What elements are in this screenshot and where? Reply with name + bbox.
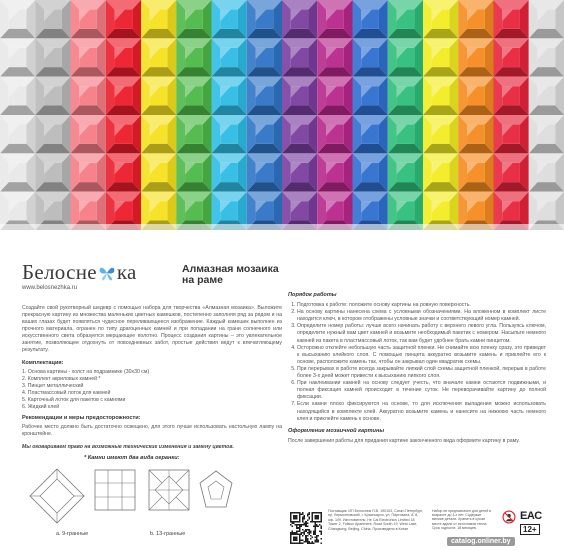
- age-rating-badge: 12+: [520, 524, 540, 535]
- thirteen-facet-caption: b. 13-гранные: [150, 531, 186, 537]
- gem-tile: [106, 77, 141, 115]
- gem-tile: [176, 153, 211, 191]
- gem-tile: [353, 38, 388, 76]
- work-step: 5. При перерывах в работе всегда закрывайте липкий слой схемы защитной пленкой, перерыв в работе более 3-х дней может привести к высыханию липкого слоя.: [297, 366, 546, 380]
- gem-tile: [35, 153, 70, 191]
- gem-tile: [494, 38, 529, 76]
- kit-item: 5. Карточный лоток для пакетов с камнями: [22, 397, 126, 403]
- facet-types: [22, 455, 232, 545]
- kit-item: 4. Пластмассовый лоток для камней: [22, 390, 111, 396]
- work-step: 4. Осторожно отклейте небольшую часть защитной пленки. Не снимайте всю пленку сразу, это приведет к высыханию клейкого слоя. С помощью пинцета аккуратно возьмите камень и приклейте его к основе, расположите камень так, чтобы он закрывал один квадратик схемы.: [297, 345, 546, 366]
- work-step: 1. Подготовка к работе: положите основу картины на ровную поверхность.: [297, 302, 546, 309]
- intro-text: Создайте свой рукотворный шедевр с помощью набора для творчества «Алмазная мозаика». Выложите прекрасную картину из множества маленьких цветных камешков, постепенно заполняя ряд за рядом и на ваших глазах будет появляться чудесное переливающееся изображение. Каждый камешек выполнен из прочного материала, огранен по типу драгоценных камней и при попадании на грани солнечного или искусственного света образуется мерцающее полотно. Процесс создания картины – это увлекательное занятие, позволяющее отдохнуть от повседневных забот, простые действия ведут к впечатляющему результату.: [22, 305, 282, 353]
- diamond-mosaic-gem-band: [0, 0, 564, 230]
- gem-tile: [353, 77, 388, 115]
- gem-tile: [423, 153, 458, 191]
- gem-tile: [529, 77, 564, 115]
- kit-heading: Комплектация:: [22, 360, 64, 366]
- gem-tile: [353, 153, 388, 191]
- manufacturer-info: Поставщик: ИП Белоснеж П.В. 190103, Санкт-Петербург, пр. Лермонтовский, г. Красноярск, ул. Партизана, 8, 8, оф. 109. Изготовитель: He Cai Electronics Limited 18 Tower 2, Fullsun Apartment, Road South 19, West Lake, Changsong, Beijing, China. Произведено в Китае: [328, 509, 423, 531]
- nine-facet-gem-top-view: [94, 469, 136, 511]
- facet-types-title: * Камни имеют два вида огранки:: [84, 455, 180, 461]
- gem-tile: [458, 153, 493, 191]
- gem-tile: [282, 77, 317, 115]
- gem-tile: [458, 115, 493, 153]
- gem-tile: [529, 0, 564, 38]
- brand-logo: [22, 258, 282, 298]
- left-column: [22, 305, 282, 451]
- gem-tile: [282, 0, 317, 38]
- gem-tile: [458, 0, 493, 38]
- work-step: 2. На основу картины нанесена схема с условными обозначениями. На вложенном в комплект листе находится ключ, в котором отображены условные значки и соответствующий номер камней.: [297, 309, 546, 323]
- gem-tile: [282, 153, 317, 191]
- gem-tile: [388, 77, 423, 115]
- disclaimer-note: Мы оговариваем право на возможные технические изменения и замену цветов.: [22, 444, 234, 450]
- gem-tile: [353, 0, 388, 38]
- nine-facet-caption: а. 9-гранные: [56, 531, 89, 537]
- gem-tile: [423, 77, 458, 115]
- gem-tile: [212, 153, 247, 191]
- work-steps-list: [288, 302, 546, 423]
- recommendations-heading: Рекомендации и меры предосторожности:: [22, 415, 141, 421]
- gem-tile: [317, 77, 352, 115]
- gem-tile: [247, 153, 282, 191]
- work-order-heading: Порядок работы: [288, 292, 337, 298]
- gem-tile: [388, 153, 423, 191]
- gem-tile: [106, 115, 141, 153]
- gem-tile: [423, 38, 458, 76]
- gem-tile: [141, 115, 176, 153]
- butterfly-icon: [98, 264, 116, 282]
- gem-tile: [317, 115, 352, 153]
- gem-tile: [71, 153, 106, 191]
- gem-tile: [176, 38, 211, 76]
- gem-tile: [176, 0, 211, 38]
- gem-tile: [282, 38, 317, 76]
- frame-heading: Оформление мозаичной картины: [288, 427, 385, 434]
- nine-facet-gem-illustration: [26, 465, 88, 527]
- eac-mark: EAC: [520, 510, 542, 522]
- thirteen-facet-gem-illustration: [198, 469, 234, 511]
- kit-item: 2. Комплект акриловых камней *: [22, 376, 101, 382]
- gem-tile: [176, 77, 211, 115]
- gem-tile: [494, 77, 529, 115]
- gem-tile: [388, 0, 423, 38]
- gem-tile: [71, 0, 106, 38]
- gem-tile: [282, 115, 317, 153]
- gem-tile: [106, 153, 141, 191]
- kit-item: 3. Пинцет металлический: [22, 383, 84, 389]
- gem-tile: [317, 38, 352, 76]
- gem-tile: [35, 38, 70, 76]
- gem-tile: [35, 115, 70, 153]
- right-column: [288, 292, 546, 445]
- gem-tile: [35, 0, 70, 38]
- gem-tile: [0, 0, 35, 38]
- brand-name: Белосне ка: [22, 260, 137, 284]
- gem-tile: [0, 38, 35, 76]
- gem-tile: [423, 115, 458, 153]
- safety-warning: Набор не предназначен для детей в возрасте до 3-х лет. Содержит мелкие детали. Хранить в сухом месте вдали от источников тепла. Срок годности: 18 месяцев.: [432, 509, 491, 530]
- gem-tile: [71, 115, 106, 153]
- gem-tile: [176, 115, 211, 153]
- gem-tile: [0, 77, 35, 115]
- gem-tile: [212, 38, 247, 76]
- work-step: 6. При наклеивании камней на основу следует учесть, что вначале камни остаются подвижными, и полная фиксация камней происходит в течение суток. Не переворачивайте картину до полной фиксации.: [297, 380, 546, 401]
- gem-tile: [71, 38, 106, 76]
- gem-tile: [317, 153, 352, 191]
- gem-tile: [106, 38, 141, 76]
- gem-tile: [141, 38, 176, 76]
- kit-item: 6. Жидкий клей: [22, 404, 60, 410]
- gem-tile: [247, 0, 282, 38]
- gem-tile: [35, 77, 70, 115]
- gem-tile: [141, 77, 176, 115]
- gem-tile: [494, 0, 529, 38]
- gem-tile: [458, 77, 493, 115]
- gem-tile: [141, 153, 176, 191]
- gem-tile: [529, 153, 564, 191]
- gem-tile: [388, 115, 423, 153]
- gem-tile: [106, 0, 141, 38]
- qr-code-icon: [290, 512, 322, 544]
- kit-list: [22, 369, 282, 411]
- not-for-small-children-icon: [502, 510, 516, 524]
- frame-text: После завершения работы для придания картине законченного вида оформите картину в раму.: [288, 437, 520, 444]
- gem-tile: [494, 153, 529, 191]
- gem-tile: [0, 153, 35, 191]
- gem-tile: [458, 38, 493, 76]
- gem-tile: [212, 77, 247, 115]
- product-tagline: Алмазная мозаика на раме: [182, 263, 279, 286]
- gem-tile: [212, 0, 247, 38]
- work-step: 3. Определите номер работы: лучше всего начинать работу с верхнего левого угла. Пользуясь ключом, определите нужный вам цвет камней и возьмите необходимый пакетик с номером. Насыпьте немного камней из пакета в пластмассовый лоток, так вам будет удобнее брать камни пинцетом.: [297, 323, 546, 344]
- gem-tile: [0, 115, 35, 153]
- gem-tile: [353, 115, 388, 153]
- work-step: 7. Если камни плохо фиксируются на основе, то для исключения выпадения можно использовать находящийся в комплекте клей. Аккуратно возьмите камень и нанесите на нижнюю часть немного клея и приклейте камень к основе.: [297, 401, 546, 422]
- gem-tile: [388, 38, 423, 76]
- gem-tile: [141, 0, 176, 38]
- gem-tile: [529, 38, 564, 76]
- gem-tile: [494, 115, 529, 153]
- gem-tile: [529, 115, 564, 153]
- kit-item: 1. Основа картины - холст на подрамнике (30х30 см): [22, 369, 150, 375]
- gem-tile: [247, 38, 282, 76]
- gem-tile: [317, 0, 352, 38]
- thirteen-facet-gem-top-view: [148, 469, 190, 511]
- gem-tile: [423, 0, 458, 38]
- gem-tile: [247, 77, 282, 115]
- gem-tile: [212, 115, 247, 153]
- gem-tile: [247, 115, 282, 153]
- recommendations-text: Рабочее место должно быть достаточно освещено, для этого лучше использовать настольную лампу на кронштейне.: [22, 424, 282, 437]
- gem-tile: [71, 77, 106, 115]
- website-url: www.belosnezhka.ru: [22, 285, 78, 291]
- catalog-watermark: catalog.onliner.by: [447, 537, 515, 546]
